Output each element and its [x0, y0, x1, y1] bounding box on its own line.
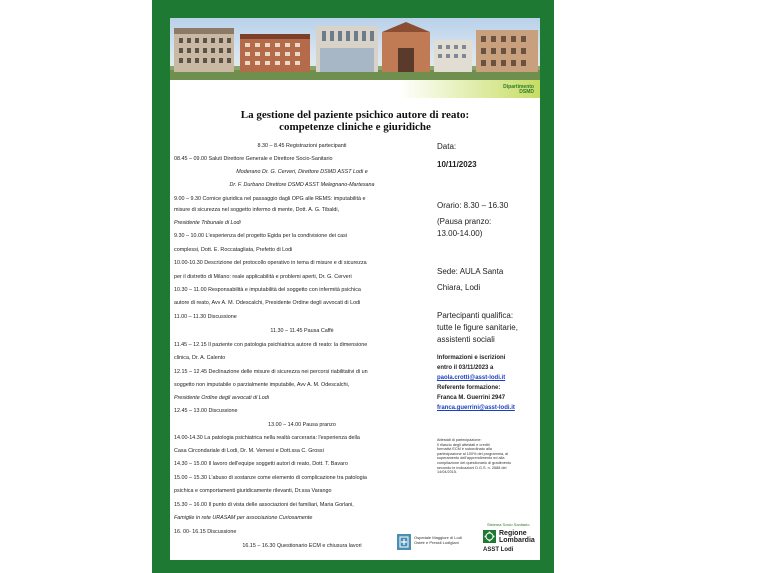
hospital-name-1: Ospedale Maggiore di Lodi [414, 535, 462, 540]
program-line: autore di reato, Avv A. M. Odescalchi, Presidente Ordine degli avvocati di Lodi [174, 300, 361, 306]
certificate-note [437, 438, 540, 475]
program-line: soggetto non imputabile o parzialmente imputabile, Avv A. M. Odescalchi, [174, 382, 350, 388]
qualification-line-3: assistenti sociali [437, 335, 495, 344]
certificate-note-line: Attestati di partecipazione: [437, 438, 482, 442]
venue-line-2: Chiara, Lodi [437, 283, 481, 292]
program-line: 8.30 – 8.45 Registrazioni partecipanti [257, 143, 347, 149]
date-label: Data: [437, 142, 457, 151]
hospital-emblem-icon [397, 534, 411, 550]
hospital-banner-image [170, 18, 540, 80]
program-line: Presidente Ordine degli avvocati di Lodi [174, 395, 269, 401]
certificate-note-line: superamento dell'apprendimento ed alla [437, 456, 505, 461]
certificate-note-line: partecipazione al 100% del programma, al [437, 451, 509, 456]
certificate-note-line: 14/04/2015. [437, 470, 458, 475]
program-line: 11.30 – 11.45 Pausa Caffè [270, 328, 334, 334]
certificate-note-line: Il rilascio degli attestati e crediti [437, 442, 490, 447]
program-line: 16.15 – 16.30 Questionario ECM e chiusura lavori [242, 543, 362, 549]
program-line: 12.45 – 13.00 Discussione [174, 408, 238, 414]
program-line: 14.30 – 15.00 Il lavoro dell'equipe soggetti autori di reato, Dott. T. Bavaro [174, 461, 348, 467]
program-line: Presidente Tribunale di Lodi [174, 220, 241, 226]
department-line-2: DSMD [519, 89, 534, 95]
regione-lombardia-logo [479, 523, 539, 557]
referent-name: Franca M. Guerrini 2947 [437, 395, 506, 401]
program-line: Dr. F. Durbano Direttore DSMD ASST Melegnano-Martesana [229, 182, 375, 188]
program-line: 9.30 – 10.00 L'esperienza del progetto Egida per la condivisione dei casi [174, 233, 348, 239]
department-label [503, 85, 534, 95]
program-line: 14.00-14.30 La patologia psichiatrica nella realtà carceraria: l'esperienza della [174, 435, 360, 441]
email-link-guerrini[interactable]: franca.guerrini@asst-lodi.it [437, 405, 515, 411]
registration-line-2: entro il 03/11/2023 a [437, 365, 494, 371]
program-line: per il distretto di Milano: reale applicabilità e problemi aperti, Dr. G. Cerveri [174, 274, 352, 280]
program-line: Moderano Dr. G. Cerveri, Direttore DSMD ASST Lodi e [236, 169, 368, 175]
department-strip [170, 80, 540, 98]
region-name-2: Lombardia [499, 537, 535, 544]
qualification-line-2: tutte le figure sanitarie, [437, 323, 518, 332]
date-value: 10/11/2023 [437, 160, 477, 169]
qualification-line-1: Partecipanti qualifica: [437, 311, 514, 320]
program-line: 11.45 – 12.15 Il paziente con patologia psichiatrica autore di reato: la dimensione [174, 342, 368, 348]
program-line: complessi, Dott. E. Roccatagliata, Prefetto di Lodi [174, 247, 293, 253]
hospital-name-2: Ostetr e Presidi Lodigiani [414, 540, 459, 545]
ssr-label: Sistema Socio Sanitario [487, 522, 530, 527]
program-line: 16. 00- 16.15 Discussione [174, 529, 237, 535]
program-line: psichica e comportamenti giuridicamente rilevanti, Dr.ssa Varango [174, 488, 332, 494]
program-line: 11.00 – 11.30 Discussione [174, 314, 237, 320]
rosa-camuna-icon [483, 530, 496, 543]
program-line: 13.00 – 14.00 Pausa pranzo [268, 422, 336, 428]
program-line: clinica, Dr. A. Calento [174, 355, 226, 361]
program-line: 9.00 – 9.30 Cornice giuridica nel passaggio dagli OPG alle REMS: imputabilità e [174, 196, 366, 202]
hospital-buildings-illustration [170, 18, 540, 80]
registration-line-1: Informazioni e iscrizioni [437, 355, 506, 361]
time-info: Orario: 8.30 – 16.30 [437, 201, 509, 210]
program-line: 10.00-10.30 Descrizione del protocollo operativo in tema di misure e di sicurezza [174, 260, 367, 266]
email-link-crotti[interactable]: paola.crotti@asst-lodi.it [437, 375, 506, 381]
program-line: misure di sicurezza nel soggetto infermo di mente, Dott. A. G. Tibaldi, [174, 207, 340, 213]
program-line: Casa Circondariale di Lodi, Dr. M. Vernesi e Dott.ssa C. Grossi [174, 448, 324, 454]
certificate-note-line: compilazione del questionario di gradimento [437, 460, 512, 465]
certificate-note-line: formativi ECM è subordinato alla [437, 447, 492, 452]
referent-label: Referente formazione: [437, 385, 501, 391]
venue-line-1: Sede: AULA Santa [437, 267, 504, 276]
event-title [170, 110, 540, 133]
certificate-note-line: secondo le indicazioni D.G.S. n. 2688 del [437, 465, 507, 470]
program-line: 15.00 – 15.30 L'abuso di sostanze come elemento di complicazione tra patologia [174, 475, 367, 481]
program-line: 15.30 – 16.00 Il punto di vista delle associazioni dei familiari, Maria Gorlani, [174, 502, 354, 508]
lunch-line-1: (Pausa pranzo: [437, 217, 492, 226]
asst-label: ASST Lodi [483, 547, 514, 553]
title-line-1: La gestione del paziente psichico autore di reato: [240, 109, 470, 121]
program-line: Famiglie in rete URASAM per associazione Curiosamente [174, 515, 313, 521]
title-line-2: competenze cliniche e giuridiche [279, 120, 431, 133]
flyer-page [170, 18, 540, 560]
department-line-1: Dipartimento [503, 84, 534, 90]
hospital-logo [397, 531, 482, 553]
region-name-1: Regione [499, 530, 527, 537]
lunch-line-2: 13.00-14.00) [437, 229, 483, 238]
program-line: 12.15 – 12.45 Declinazione delle misure di sicurezza nei percorsi riabilitativi di un [174, 369, 368, 375]
program-line: 08.45 – 09.00 Saluti Direttore Generale e Direttore Socio-Sanitario [174, 156, 333, 162]
program-line: 10.30 – 11.00 Responsabilità e imputabilità del soggetto con infermità psichica [174, 287, 361, 293]
